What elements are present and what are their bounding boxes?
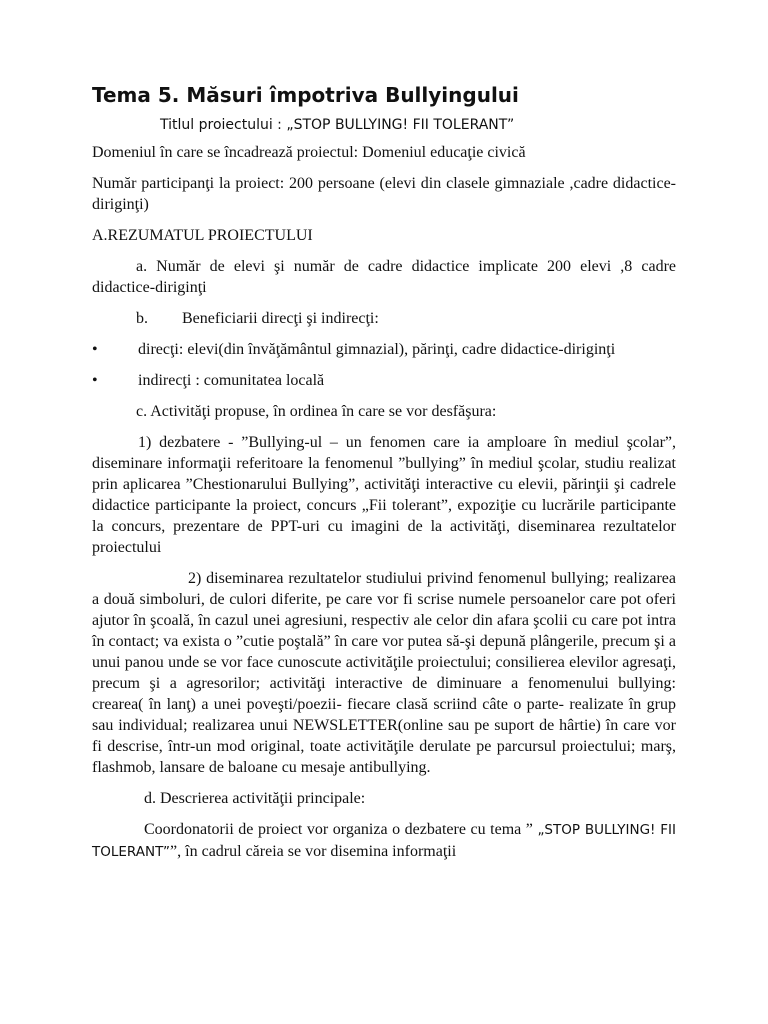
item-d: d. Descrierea activităţii principale: [144, 790, 366, 807]
participants-line: Număr participanţi la proiect: 200 persoane (elevi din clasele gimnaziale ,cadre didactice-diriginţi) [92, 175, 676, 213]
bullet-text: indirecţi : comunitatea locală [138, 372, 325, 389]
section-heading-a: A.REZUMATUL PROIECTULUI [92, 227, 313, 244]
activity-2: 2) diseminarea rezultatelor studiului privind fenomenul bullying; realizarea a două simboluri, de culori diferite, pe care vor fi scrise numele persoanelor care pot oferi ajutor în şcoală, în cazul unei agresiuni, respectiv ale celor din afara şcolii cu care pot intra în contact; va exista o ”cutie poştală” în care vor putea să-şi depună plângerile, precum şi a unui panou unde se vor face cunoscute activităţile proiectului; consilierea elevilor agresaţi, precum şi a agresorilor; activităţi interactive de diminuare a fenomenului bullying: crearea( în lanţ) a unei poveşti/poezii- fiecare clasă scriind câte o parte- realizate în grup sau individual; realizarea unui NEWSLETTER(online sau pe suport de hârtie) în care vor fi descrise, într-un mod original, toate activităţile derulate pe parcursul proiectului; marş, flashmob, lansare de baloane cu mesaje antibullying. [92, 570, 676, 776]
bullet-item-direct [92, 339, 676, 360]
bullet-text: direcţi: elevi(din învăţământul gimnazial), părinţi, cadre didactice-diriginţi [138, 341, 616, 358]
bullet-item-indirect [92, 370, 676, 391]
final-para-end: ”, în cadrul căreia se vor disemina informaţii [170, 843, 457, 860]
final-paragraph [92, 819, 676, 863]
item-b-letter: b. [136, 310, 148, 327]
item-b [92, 308, 676, 329]
final-para-project-name: „STOP BULLYING! FII TOLERANT” [92, 822, 677, 860]
activity-1: 1) dezbatere - ”Bullying-ul – un fenomen care ia amploare în mediul şcolar”, diseminare informaţii referitoare la fenomenul ”bullying” în mediul şcolar, studiu realizat prin aplicarea ”Chestionarului Bullying”, activităţi interactive cu elevii, părinţii şi cadrele didactice participante la proiect, concurs „Fii tolerant”, expoziţie cu lucrările participante la concurs, prezentare de PPT-uri cu imagini de la activităţi, diseminarea rezultatelor proiectului [92, 434, 676, 556]
document-title: Tema 5. Măsuri împotriva Bullyingului [92, 83, 519, 107]
domain-line: Domeniul în care se încadrează proiectul: Domeniul educaţie civică [92, 144, 526, 161]
bullet-marker: • [92, 372, 98, 389]
final-para-start: Coordonatorii de proiect vor organiza o dezbatere cu tema ” [144, 821, 538, 838]
item-b-text: Beneficiarii direcţi şi indirecţi: [182, 310, 379, 327]
item-c: c. Activităţi propuse, în ordinea în care se vor desfăşura: [136, 403, 497, 420]
project-title: Titlul proiectului : „STOP BULLYING! FII TOLERANT” [160, 117, 515, 133]
bullet-marker: • [92, 341, 98, 358]
item-a: a. Număr de elevi şi număr de cadre didactice implicate 200 elevi ,8 cadre didactice-diriginţi [92, 258, 676, 296]
